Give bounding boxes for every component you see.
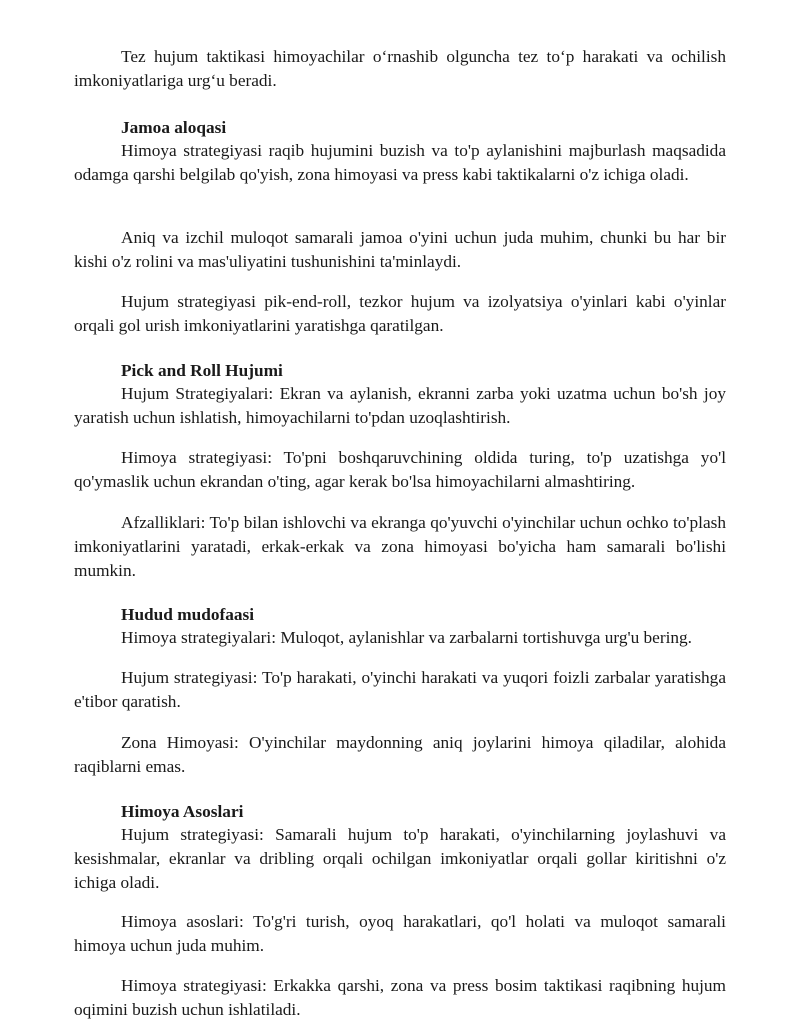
heading-defense-basics: Himoya Asoslari: [121, 802, 244, 821]
paragraph-pnr-defense: Himoya strategiyasi: To'pni boshqaruvchining oldida turing, to'p uzatishga yo'l qo'ymaslik uchun ekrandan o'ting, agar kerak bo'lsa himoyachilarni almashtiring.: [74, 448, 726, 492]
heading-zone-defense: Hudud mudofaasi: [121, 605, 255, 624]
paragraph-zone-offense-strategy: Hujum strategiyasi: To'p harakati, o'yinchi harakati va yuqori foizli zarbalar yaratishga e'tibor qaratish.: [74, 668, 726, 712]
paragraph-communication: Aniq va izchil muloqot samarali jamoa o'yini uchun juda muhim, chunki bu har bir kishi o'z rolini va mas'uliyatini tushunishini ta'minlaydi.: [74, 228, 726, 272]
paragraph-zone-defense: Zona Himoyasi: O'yinchilar maydonning aniq joylarini himoya qiladilar, alohida raqiblarni emas.: [74, 733, 726, 777]
paragraph-offense-strategy: Hujum strategiyasi pik-end-roll, tezkor hujum va izolyatsiya o'yinlari kabi o'yinlar orqali gol urish imkoniyatlarini yaratishga qaratilgan.: [74, 292, 726, 336]
paragraph-pnr-offense: Hujum Strategiyalari: Ekran va aylanish, ekranni zarba yoki uzatma uchun bo'sh joy yaratish uchun ishlatish, himoyachilarni to'pdan uzoqlashtirish.: [74, 384, 726, 428]
paragraph-fast-break: Tez hujum taktikasi himoyachilar o‘rnashib olguncha tez to‘p harakati va ochilish imkoniyatlariga urg‘u beradi.: [74, 47, 726, 91]
heading-pick-and-roll: Pick and Roll Hujumi: [121, 361, 283, 380]
paragraph-basics-offense: Hujum strategiyasi: Samarali hujum to'p harakati, o'yinchilarning joylashuvi va kesishmalar, ekranlar va dribling orqali ochilgan imkoniyatlar orqali gollar kiritishni o'z ichiga oladi.: [74, 825, 726, 893]
paragraph-pnr-advantages: Afzalliklari: To'p bilan ishlovchi va ekranga qo'yuvchi o'yinchilar uchun ochko to'plash imkoniyatlarini yaratadi, erkak-erkak va zona himoyasi bo'yicha ham samarali bo'lishi mumkin.: [74, 513, 726, 581]
paragraph-basics-defense: Himoya asoslari: To'g'ri turish, oyoq harakatlari, qo'l holati va muloqot samarali himoya uchun juda muhim.: [74, 912, 726, 956]
heading-team-communication: Jamoa aloqasi: [121, 118, 227, 137]
paragraph-zone-defense-strategies: Himoya strategiyalari: Muloqot, aylanishlar va zarbalarni tortishuvga urg'u bering.: [121, 628, 692, 647]
paragraph-defense-strategy: Himoya strategiyasi raqib hujumini buzish va to'p aylanishini majburlash maqsadida odamga qarshi belgilab qo'yish, zona himoyasi va press kabi taktikalarni o'z ichiga oladi.: [74, 141, 726, 185]
paragraph-basics-strategy: Himoya strategiyasi: Erkakka qarshi, zona va press bosim taktikasi raqibning hujum oqimini buzish uchun ishlatiladi.: [74, 976, 726, 1020]
